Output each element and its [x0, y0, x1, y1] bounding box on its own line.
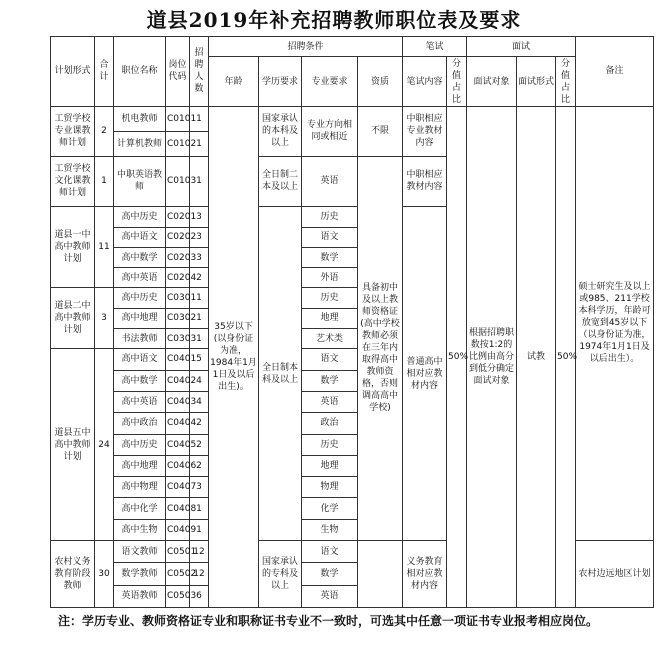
group-plan: 道县二中高中教师计划 — [51, 288, 95, 349]
position-code: C0404 — [166, 413, 190, 434]
header-written: 笔试 — [403, 37, 467, 57]
header-plan-type: 计划形式 — [51, 37, 95, 107]
group-plan: 工贸学校文化课教师计划 — [51, 156, 95, 207]
header-interview-ratio: 分值占比 — [556, 57, 576, 107]
position-name: 高中历史 — [114, 207, 166, 227]
group-total: 30 — [95, 540, 114, 607]
position-name: 高中数学 — [114, 247, 166, 267]
written-vocational: 中职相应专业教材内容 — [403, 106, 447, 156]
position-code: C0408 — [166, 498, 190, 519]
qualification-main: 具备初中及以上教师资格证(高中学校教师必须在三年内取得高中教师资格，否则调高高中学校) — [358, 156, 403, 540]
position-table — [50, 36, 654, 608]
position-code: C0201 — [166, 207, 190, 227]
position-code: C0301 — [166, 288, 190, 308]
position-code: C0203 — [166, 247, 190, 267]
position-name: 中职英语教师 — [114, 156, 166, 207]
position-code: C0406 — [166, 455, 190, 476]
header-qualification: 资质 — [358, 57, 403, 107]
position-count: 1 — [190, 519, 209, 540]
header-age: 年龄 — [209, 57, 259, 107]
major: 英语 — [302, 156, 358, 207]
major: 物理 — [302, 477, 358, 498]
position-code: C0101 — [166, 106, 190, 131]
group-total: 24 — [95, 349, 114, 541]
page-title: 道县2019年补充招聘教师职位表及要求 — [146, 8, 522, 32]
group-plan: 农村义务教育阶段教师 — [51, 540, 95, 607]
position-name: 高中地理 — [114, 455, 166, 476]
position-name: 高中历史 — [114, 434, 166, 455]
qualification-vocational: 不限 — [358, 106, 403, 156]
position-code: C0503 — [166, 585, 190, 607]
major: 历史 — [302, 434, 358, 455]
major: 英语 — [302, 391, 358, 412]
group-total: 3 — [95, 288, 114, 349]
interview-ratio: 50% — [556, 106, 576, 607]
position-name: 高中物理 — [114, 477, 166, 498]
position-name: 书法教师 — [114, 329, 166, 349]
position-name: 高中数学 — [114, 370, 166, 391]
major: 语文 — [302, 227, 358, 247]
major: 地理 — [302, 308, 358, 328]
education-fulltime-a: 全日制二本及以上 — [259, 156, 302, 207]
position-count: 2 — [190, 434, 209, 455]
position-count: 4 — [190, 391, 209, 412]
position-name: 机电教师 — [114, 106, 166, 131]
position-count: 1 — [190, 132, 209, 156]
major-vocational: 专业方向相同或相近 — [302, 106, 358, 156]
position-code: C0102 — [166, 132, 190, 156]
position-code: C0402 — [166, 370, 190, 391]
position-count: 1 — [190, 106, 209, 131]
position-count: 1 — [190, 308, 209, 328]
group-plan: 工贸学校专业课教师计划 — [51, 106, 95, 156]
position-code: C0502 — [166, 563, 190, 585]
major: 语文 — [302, 349, 358, 370]
age-requirement: 35岁以下(以身份证为准，1984年1月1日及以后出生)。 — [209, 106, 259, 607]
position-count: 3 — [190, 227, 209, 247]
position-code: C0204 — [166, 268, 190, 288]
interview-form: 试教 — [517, 106, 556, 607]
header-position-name: 职位名称 — [114, 37, 166, 107]
table-row — [51, 106, 654, 131]
position-count: 5 — [190, 349, 209, 370]
header-interview-form: 面试形式 — [517, 57, 556, 107]
position-name: 计算机教师 — [114, 132, 166, 156]
position-name: 高中历史 — [114, 288, 166, 308]
position-code: C0302 — [166, 308, 190, 328]
position-count: 1 — [190, 329, 209, 349]
interview-target: 根据招聘职数按1:2的比例由高分到低分确定面试对象 — [467, 106, 517, 607]
position-name: 语文教师 — [114, 540, 166, 562]
position-count: 2 — [190, 268, 209, 288]
position-code: C0501 — [166, 540, 190, 562]
header-interview-target: 面试对象 — [467, 57, 517, 107]
group-total: 1 — [95, 156, 114, 207]
position-name: 高中化学 — [114, 498, 166, 519]
position-name: 高中地理 — [114, 308, 166, 328]
remark-rural: 农村边远地区计划 — [576, 540, 654, 607]
position-name: 高中语文 — [114, 227, 166, 247]
group-total: 11 — [95, 207, 114, 288]
position-count: 3 — [190, 477, 209, 498]
group-plan: 道县一中高中教师计划 — [51, 207, 95, 288]
header-major: 专业要求 — [302, 57, 358, 107]
major: 数学 — [302, 370, 358, 391]
major: 历史 — [302, 288, 358, 308]
position-count: 1 — [190, 156, 209, 207]
position-code: C0202 — [166, 227, 190, 247]
position-count: 1 — [190, 288, 209, 308]
header-interview: 面试 — [467, 37, 576, 57]
major: 化学 — [302, 498, 358, 519]
position-count: 6 — [190, 585, 209, 607]
position-code: C0401 — [166, 349, 190, 370]
position-name: 高中英语 — [114, 391, 166, 412]
written-english: 中职相应教材内容 — [403, 156, 447, 207]
position-count: 3 — [190, 207, 209, 227]
position-count: 4 — [190, 370, 209, 391]
position-name: 高中英语 — [114, 268, 166, 288]
position-count: 2 — [190, 413, 209, 434]
remark-main: 硕士研究生及以上或985、211学校本科学历，年龄可放宽到45岁以下（以身份证为准，1974年1月1日及以后出生）。 — [576, 106, 654, 540]
education-fulltime-b: 全日制本科及以上 — [259, 207, 302, 541]
education-vocational: 国家承认的本科及以上 — [259, 106, 302, 156]
position-count: 12 — [190, 540, 209, 562]
header-written-content: 笔试内容 — [403, 57, 447, 107]
position-name: 高中政治 — [114, 413, 166, 434]
position-name: 数学教师 — [114, 563, 166, 585]
major: 艺术类 — [302, 329, 358, 349]
position-code: C0303 — [166, 329, 190, 349]
written-rural: 义务教育相对应教材内容 — [403, 540, 447, 607]
footnote: 注：学历专业、教师资格证专业和职称证书专业不一致时，可选其中任意一项证书专业报考相应岗位。 — [58, 614, 599, 628]
position-count: 2 — [190, 455, 209, 476]
position-code: C0409 — [166, 519, 190, 540]
header-education: 学历要求 — [259, 57, 302, 107]
group-total: 2 — [95, 106, 114, 156]
header-count: 招聘人数 — [190, 37, 209, 107]
header-remarks: 备注 — [576, 37, 654, 107]
position-code: C0405 — [166, 434, 190, 455]
major: 语文 — [302, 540, 358, 562]
written-ratio: 50% — [447, 106, 467, 607]
major: 生物 — [302, 519, 358, 540]
position-name: 高中生物 — [114, 519, 166, 540]
written-highschool: 普通高中相对应教材内容 — [403, 207, 447, 541]
position-code: C0407 — [166, 477, 190, 498]
position-name: 高中语文 — [114, 349, 166, 370]
header-written-ratio: 分值占比 — [447, 57, 467, 107]
position-count: 12 — [190, 563, 209, 585]
group-plan: 道县五中高中教师计划 — [51, 349, 95, 541]
position-code: C0403 — [166, 391, 190, 412]
header-position-code: 岗位代码 — [166, 37, 190, 107]
major: 地理 — [302, 455, 358, 476]
header-total: 合计 — [95, 37, 114, 107]
position-name: 英语教师 — [114, 585, 166, 607]
major: 外语 — [302, 268, 358, 288]
major: 英语 — [302, 585, 358, 607]
major: 历史 — [302, 207, 358, 227]
qualification-rural — [358, 540, 403, 607]
position-code: C0103 — [166, 156, 190, 207]
position-count: 3 — [190, 247, 209, 267]
position-count: 1 — [190, 498, 209, 519]
major: 政治 — [302, 413, 358, 434]
education-rural: 国家承认的专科及以上 — [259, 540, 302, 607]
major: 数学 — [302, 563, 358, 585]
header-conditions: 招聘条件 — [209, 37, 403, 57]
major: 数学 — [302, 247, 358, 267]
